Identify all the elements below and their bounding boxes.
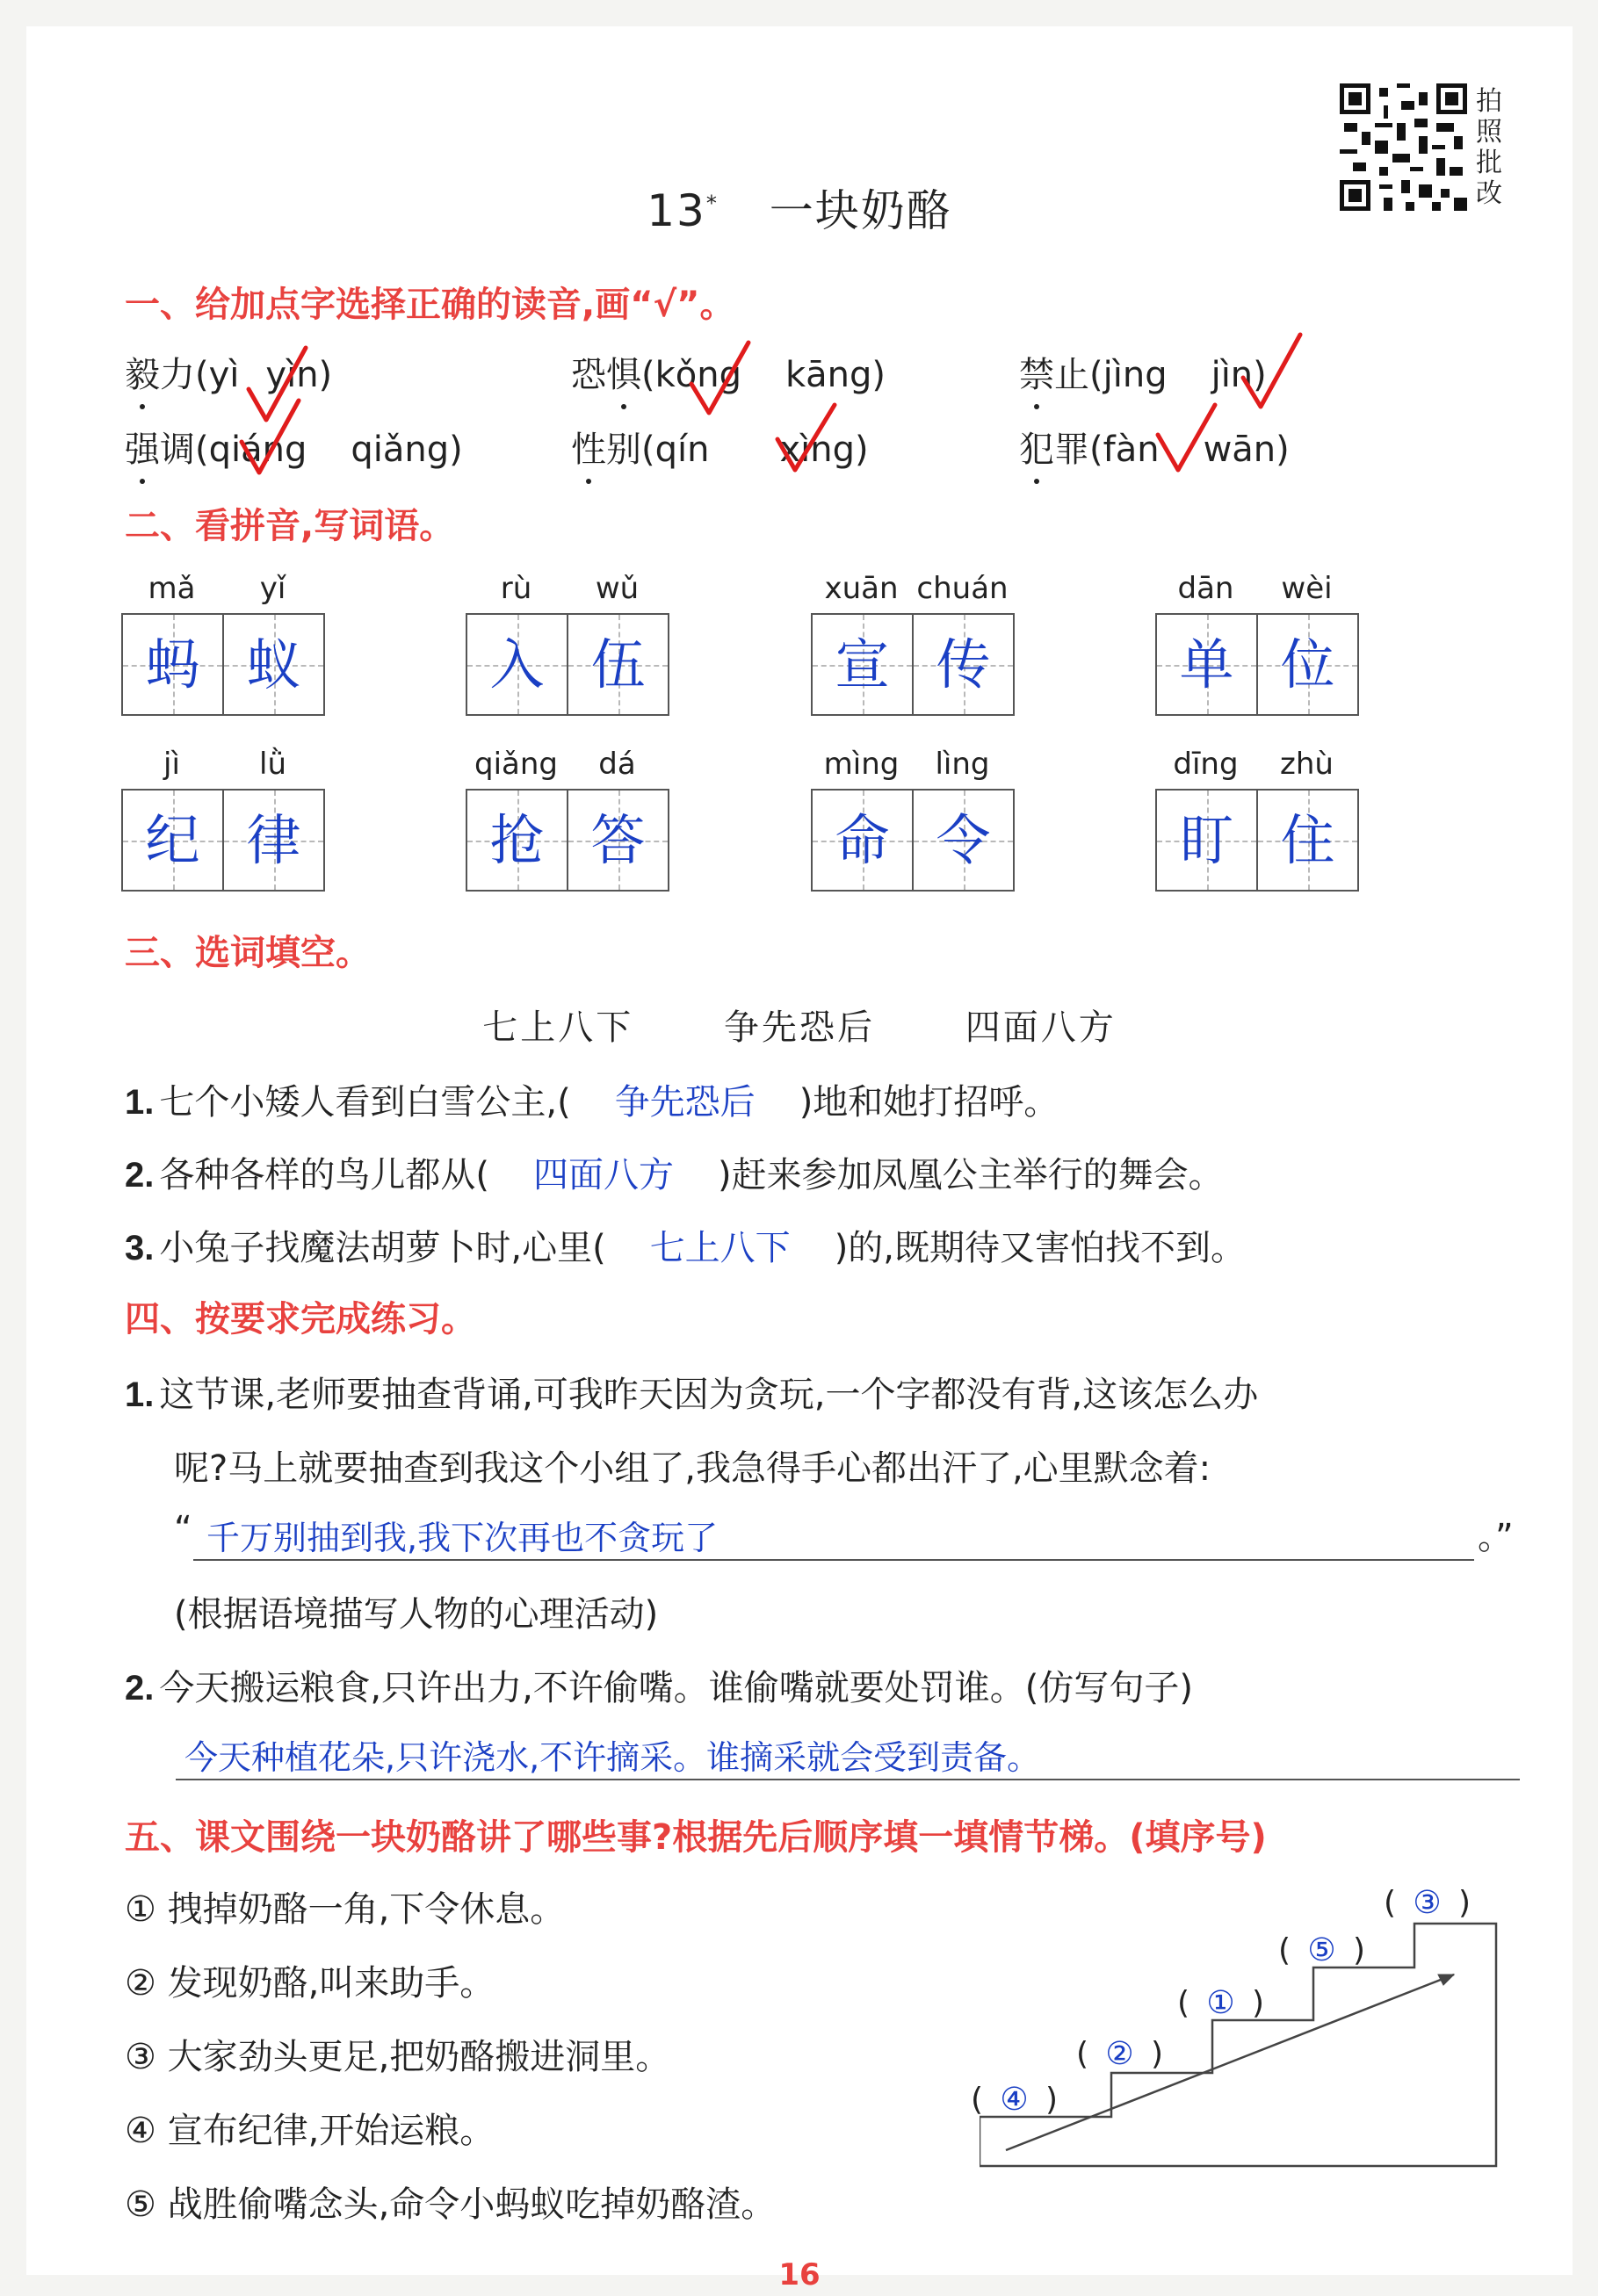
question-number: 1.: [125, 1083, 155, 1122]
question-number: 1.: [125, 1375, 155, 1414]
pinyin: mìng: [823, 747, 900, 782]
pron-item: 强调(qiáng qiǎng): [125, 422, 463, 472]
exercise-text: [125, 1367, 1258, 1417]
dotted-char: 犯: [1019, 422, 1054, 472]
section3-heading: 三、选词填空。: [125, 933, 371, 973]
event-text: 发现奶酪,叫来助手。: [167, 1963, 495, 2004]
written-char: 盯: [1179, 808, 1234, 872]
section5-heading: 五、课文围绕一块奶酪讲了哪些事?根据先后顺序填一填情节梯。(填序号): [125, 1817, 1267, 1858]
event-number: ③: [125, 2037, 156, 2077]
char-box[interactable]: [912, 613, 1015, 716]
ladder-step: ( ② ): [1076, 2036, 1163, 2072]
question-text: 小兔子找魔法胡萝卜时,心里(: [159, 1228, 606, 1268]
ladder-answer[interactable]: ③: [1413, 1885, 1442, 1921]
event-item: [125, 2029, 670, 2079]
written-char: 伍: [590, 632, 646, 697]
section1-heading: 一、给加点字选择正确的读音,画“√”。: [125, 285, 735, 325]
pinyin: dá: [598, 747, 636, 782]
written-char: 纪: [145, 808, 200, 872]
lesson-mark: *: [705, 191, 719, 216]
char-box[interactable]: [1256, 789, 1359, 892]
char-box[interactable]: [567, 613, 669, 716]
qr-code-icon[interactable]: [1340, 83, 1467, 211]
written-char: 抢: [489, 808, 545, 872]
pinyin: xuān: [824, 571, 899, 606]
char-box[interactable]: [811, 789, 914, 892]
written-char: 宣: [835, 632, 890, 697]
question-text: 各种各样的鸟儿都从(: [159, 1155, 489, 1195]
question-text: 今天搬运粮食,只许出力,不许偷嘴。谁偷嘴就要处罚谁。(仿写句子): [159, 1668, 1193, 1708]
answer-line[interactable]: 千万别抽到我,我下次再也不贪玩了: [206, 1519, 719, 1557]
word-char: 别: [606, 430, 641, 470]
written-char: 位: [1280, 632, 1335, 697]
pron-item: 禁止(jìng jìn): [1019, 347, 1267, 397]
lesson-number: 13: [647, 185, 706, 236]
exercise-text: [125, 1660, 1193, 1710]
pron-option[interactable]: wān: [1203, 430, 1276, 470]
check-mark-icon: [773, 400, 843, 487]
qr-label: [1476, 86, 1511, 209]
pron-option[interactable]: qiáng: [208, 430, 307, 470]
char-box[interactable]: [1155, 789, 1258, 892]
pron-option[interactable]: fàn: [1103, 430, 1160, 470]
pinyin: jì: [163, 747, 180, 782]
word-bank: [26, 1000, 1573, 1050]
fill-question: [125, 1220, 1246, 1270]
dotted-char: 毅: [125, 347, 160, 397]
pinyin: lìng: [935, 747, 990, 782]
question-text: 呢?马上就要抽查到我这个小组了,我急得手心都出汗了,心里默念着:: [174, 1448, 1211, 1489]
check-mark-icon: [1153, 400, 1224, 487]
section4-heading: 四、按要求完成练习。: [125, 1299, 476, 1339]
ladder-step: ( ① ): [1177, 1985, 1264, 2021]
word-char: 止: [1054, 355, 1089, 395]
question-number: 3.: [125, 1229, 155, 1267]
char-box[interactable]: [222, 613, 325, 716]
word-bank-item: 四面八方: [965, 1007, 1117, 1048]
char-box[interactable]: [811, 613, 914, 716]
question-text: 这节课,老师要抽查背诵,可我昨天因为贪玩,一个字都没有背,这该怎么办: [159, 1375, 1259, 1415]
pinyin: wǔ: [595, 571, 640, 606]
ladder-answer[interactable]: ④: [1000, 2082, 1029, 2118]
check-mark-icon: [1239, 329, 1309, 417]
event-number: ②: [125, 1963, 156, 2004]
answer-underline: [176, 1779, 1520, 1780]
qr-label-char: 批: [1476, 148, 1502, 178]
event-text: 拽掉奶酪一角,下令休息。: [167, 1889, 566, 1930]
event-number: ①: [125, 1889, 156, 1930]
ladder-step: ( ③ ): [1384, 1885, 1471, 1921]
pron-option[interactable]: qiǎng: [351, 430, 450, 470]
written-char: 住: [1280, 808, 1335, 872]
page-number: 16: [778, 2257, 821, 2292]
written-char: 单: [1179, 632, 1234, 697]
pron-option[interactable]: kāng: [785, 355, 872, 395]
char-box[interactable]: [1256, 613, 1359, 716]
written-char: 令: [936, 808, 991, 872]
quote-mark: “: [174, 1509, 192, 1549]
char-box[interactable]: [121, 613, 224, 716]
ladder-answer[interactable]: ⑤: [1307, 1932, 1336, 1968]
ladder-step: ( ⑤ ): [1278, 1932, 1365, 1968]
pron-item: 恐惧(kǒng kāng): [571, 347, 886, 397]
word-char: 调: [160, 430, 195, 470]
pinyin: rù: [500, 571, 532, 606]
pron-option[interactable]: qín: [654, 430, 710, 470]
question-number: 2.: [125, 1669, 155, 1708]
quote-mark: 。”: [1478, 1517, 1514, 1557]
pron-option[interactable]: yì: [208, 355, 240, 395]
event-item: [125, 1955, 495, 2005]
word-char: 罪: [1054, 430, 1089, 470]
qr-label-char: 拍: [1476, 86, 1502, 117]
section2-heading: 二、看拼音,写词语。: [125, 506, 455, 546]
question-text: 七个小矮人看到白雪公主,(: [159, 1082, 571, 1123]
ladder-step: ( ④ ): [971, 2082, 1058, 2118]
dotted-char: 禁: [1019, 347, 1054, 397]
written-char: 命: [835, 808, 890, 872]
dotted-char: 强: [125, 422, 160, 472]
written-char: 答: [590, 808, 646, 872]
ladder-answer[interactable]: ②: [1105, 2036, 1134, 2072]
pinyin: wèi: [1281, 571, 1333, 606]
ladder-answer[interactable]: ①: [1206, 1985, 1235, 2021]
instruction-note: (根据语境描写人物的心理活动): [174, 1594, 659, 1635]
answer-blank[interactable]: 七上八下: [649, 1228, 791, 1268]
dotted-char: 性: [571, 422, 606, 472]
check-mark-icon: [237, 393, 307, 481]
written-char: 蚁: [246, 632, 301, 697]
answer-blank[interactable]: 四面八方: [532, 1155, 674, 1195]
pinyin: dān: [1177, 571, 1234, 606]
pron-option[interactable]: jìn: [1211, 355, 1254, 395]
event-number: ⑤: [125, 2184, 156, 2225]
fill-question: [125, 1074, 1059, 1124]
pron-item: 性别(qín xìng): [571, 422, 869, 472]
qr-label-char: 改: [1476, 178, 1502, 209]
event-item: [125, 2103, 495, 2153]
event-item: [125, 2177, 776, 2227]
event-text: 战胜偷嘴念头,命令小蚂蚁吃掉奶酪渣。: [167, 2184, 777, 2225]
char-box[interactable]: [466, 789, 568, 892]
char-box[interactable]: [1155, 613, 1258, 716]
answer-blank[interactable]: 争先恐后: [614, 1082, 756, 1123]
pron-option[interactable]: kǒng: [654, 355, 741, 395]
char-box[interactable]: [222, 789, 325, 892]
worksheet-page: [26, 26, 1573, 2292]
pinyin: lǜ: [259, 747, 286, 782]
question-number: 2.: [125, 1156, 155, 1195]
lesson-title: 一块奶酪: [769, 185, 952, 236]
pinyin: yǐ: [259, 571, 286, 606]
dotted-char: 惧: [606, 347, 641, 397]
word-char: 力: [160, 355, 195, 395]
char-box[interactable]: [567, 789, 669, 892]
pron-option[interactable]: yìn: [265, 355, 319, 395]
word-bank-item: 七上八下: [482, 1007, 634, 1048]
ladder-lines: [980, 1887, 1498, 2168]
word-bank-item: 争先恐后: [724, 1007, 875, 1048]
pinyin: zhù: [1280, 747, 1334, 782]
pron-option[interactable]: xìng: [779, 430, 855, 470]
pron-item: 犯罪(fàn wān): [1019, 422, 1290, 472]
pinyin: qiǎng: [474, 747, 558, 782]
char-box[interactable]: [466, 613, 568, 716]
written-char: 入: [489, 632, 545, 697]
plot-ladder: [971, 1885, 1498, 2168]
char-box[interactable]: [121, 789, 224, 892]
word-char: 恐: [571, 355, 606, 395]
question-text: )赶来参加凤凰公主举行的舞会。: [717, 1155, 1224, 1195]
qr-label-char: 照: [1476, 117, 1502, 148]
written-char: 传: [936, 632, 991, 697]
answer-line[interactable]: 今天种植花朵,只许浇水,不许摘采。谁摘采就会受到责备。: [184, 1738, 1041, 1777]
pinyin: chuán: [916, 571, 1009, 606]
char-box[interactable]: [912, 789, 1015, 892]
check-mark-icon: [687, 336, 757, 423]
event-item: [125, 1881, 565, 1931]
pron-option[interactable]: jìng: [1103, 355, 1168, 395]
pinyin: dīng: [1173, 747, 1239, 782]
event-number: ④: [125, 2111, 156, 2151]
answer-underline: [193, 1559, 1474, 1561]
pinyin: mǎ: [148, 571, 196, 606]
written-char: 蚂: [145, 632, 200, 697]
event-text: 宣布纪律,开始运粮。: [167, 2111, 495, 2151]
pron-item: 毅力(yì yìn): [125, 347, 332, 397]
fill-question: [125, 1147, 1224, 1197]
question-text: )地和她打招呼。: [799, 1082, 1059, 1123]
event-text: 大家劲头更足,把奶酪搬进洞里。: [167, 2037, 671, 2077]
written-char: 律: [246, 808, 301, 872]
question-text: )的,既期待又害怕找不到。: [834, 1228, 1247, 1268]
